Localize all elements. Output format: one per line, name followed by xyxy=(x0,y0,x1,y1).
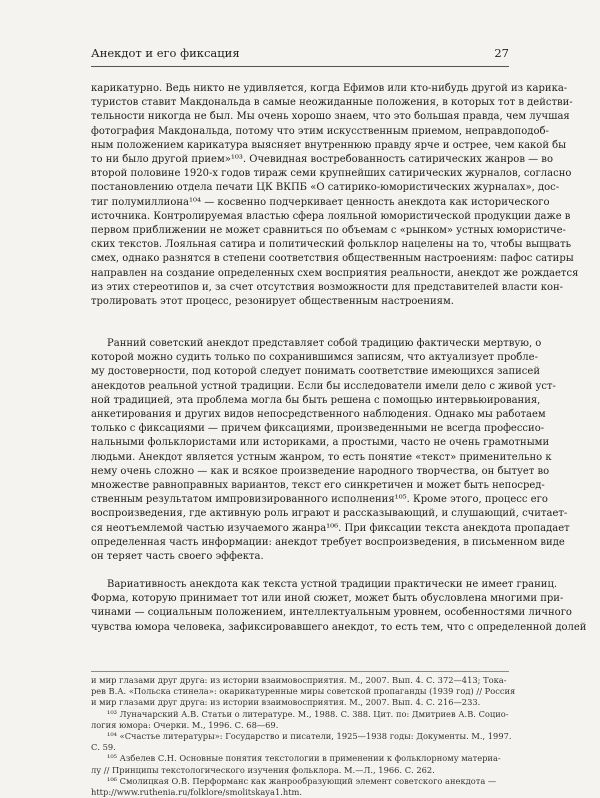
text-line: Вариативность анекдота как текста устной традиции практически не имеет границ. xyxy=(107,579,558,590)
text-line: направлен на создание определенных схем восприятия реальности, анекдот же рождается xyxy=(91,267,579,279)
footnote-line: лу // Принципы текстологического изучения фольклора. М.—Л., 1966. С. 262. xyxy=(91,764,435,775)
text-line: анекдотов реальной устной традиции. Если бы исследователи имели дело с живой уст- xyxy=(91,380,556,392)
paragraph-3 xyxy=(91,578,587,635)
footnote-line: С. 59. xyxy=(91,742,116,753)
text-line: то ни было другой прием»¹⁰³. Очевидная востребованность сатирических жанров — во xyxy=(91,154,553,166)
text-line: людьми. Анекдот является устным жанром, то есть понятие «текст» применительно к xyxy=(91,451,552,463)
text-line: нему очень сложно — как и всякое произведение народного творчества, он бытует во xyxy=(91,465,550,477)
header-rule xyxy=(91,66,509,67)
text-line: ным положением карикатура выясняет внутреннюю правду ярче и острее, чем какой бы xyxy=(91,139,567,151)
text-line: первом приближении не может сравниться по объемам с «рынком» устных юмористиче- xyxy=(91,225,566,237)
footnote-line: логия юмора: Очерки. М., 1996. С. 68—69. xyxy=(91,719,279,730)
text-line: определенная часть информации: анекдот требует воспроизведения, в письменном виде xyxy=(91,536,565,548)
text-line: из этих стереотипов и, за счет отсутствия возможности для представителей власти кон- xyxy=(91,281,564,293)
footnotes xyxy=(91,675,516,798)
text-line: ной традицией, эта проблема могла бы быть решена с помощью интервьюирования, xyxy=(91,394,541,406)
paragraph-1 xyxy=(91,82,579,309)
text-line: тиг полумиллиона¹⁰⁴ — косвенно подчеркивает ценность анекдота как исторического xyxy=(91,196,550,208)
running-title: Анекдот и его фиксация xyxy=(91,46,240,60)
text-line: постановлению отдела печати ЦК ВКПБ «О сатирико-юмористических журналах», дос- xyxy=(91,182,560,194)
text-line: ся неотъемлемой частью изучаемого жанра¹⁰⁶. При фиксации текста анекдота пропадает xyxy=(91,522,570,534)
text-line: чувства юмора человека, зафиксировавшего анекдот, то есть тем, что с определенной долей xyxy=(91,621,587,633)
page-number: 27 xyxy=(494,46,509,60)
text-line: множестве равноправных вариантов, текст его синкретичен и может быть непосред- xyxy=(91,480,545,492)
text-line: туристов ставит Макдональда в самые неожиданные положения, в которых тот в действи- xyxy=(91,97,573,109)
text-line: фотография Макдональда, потому что этим искусственным приемом, неправдоподоб- xyxy=(91,125,549,137)
footnote-line: ¹⁰³ Луначарский А.В. Статьи о литературе. М., 1988. С. 388. Цит. по: Дмитриев А.В. Социо- xyxy=(107,708,509,719)
text-line: му достоверности, под которой следует понимать соответствие имеющихся записей xyxy=(91,366,540,378)
text-line: чинами — социальным положением, интеллектуальным уровнем, особенностями личного xyxy=(91,607,572,619)
text-line: только с фиксациями — причем фиксациями, произведенными не всегда профессио- xyxy=(91,423,545,435)
text-line: анкетирования и других видов непосредственного наблюдения. Однако мы работаем xyxy=(91,409,546,421)
footnote-line: и мир глазами друг друга: из истории взаимовосприятия. М., 2007. Вып. 4. С. 216—233. xyxy=(91,697,481,708)
text-line: которой можно судить только по сохранившимся записям, что актуализует пробле- xyxy=(91,352,538,364)
text-line: тельности никогда не был. Мы очень хорошо знаем, что это большая правда, чем лучшая xyxy=(91,111,570,123)
footnote-rule xyxy=(91,671,509,672)
text-line: Ранний советский анекдот представляет собой традицию фактически мертвую, о xyxy=(107,338,542,349)
text-line: источника. Контролируемая властью сфера лояльной юмористической продукции даже в xyxy=(91,210,571,222)
running-header xyxy=(91,46,509,60)
text-line: второй половине 1920-х годов тираж семи крупнейших сатирических журналов, согласно xyxy=(91,168,572,180)
text-line: нальными фольклористами или историками, а простыми, часто не очень грамотными xyxy=(91,437,550,449)
text-line: тролировать этот процесс, резонирует общественным настроениям. xyxy=(91,296,454,308)
text-line: смех, однако разнятся в степени соответствия общественным настроениям: пафос сатиры xyxy=(91,253,574,265)
text-line: ских текстов. Лояльная сатира и политический фольклор нацелены на то, чтобы выщвать xyxy=(91,239,572,251)
footnote-line: и мир глазами друг друга: из истории взаимовосприятия. М., 2007. Вып. 4. С. 372—413; Тока- xyxy=(91,675,507,685)
footnote-line: рев В.А. «Польска стинела»: окарикатуренные миры советской пропаганды (1939 год) // Россия xyxy=(91,686,516,697)
footnote-line: http://www.ruthenia.ru/folklore/smolitskaya1.htm. xyxy=(91,787,303,798)
text-line: он теряет часть своего эффекта. xyxy=(91,551,264,563)
paragraph-2 xyxy=(91,337,570,564)
text-line: Форма, которую принимает тот или иной сюжет, может быть обусловлена многими при- xyxy=(91,593,564,605)
footnote-line: ¹⁰⁴ «Счастье литературы»: Государство и писатели, 1925—1938 годы: Документы. М., 1997. xyxy=(107,731,512,742)
footnote-line: ¹⁰⁵ Азбелев С.Н. Основные понятия текстологии в применении к фольклорному материа- xyxy=(107,753,501,764)
text-line: карикатурно. Ведь никто не удивляется, когда Ефимов или кто-нибудь другой из карика- xyxy=(91,83,568,94)
footnote-line: ¹⁰⁶ Смолицкая О.В. Перформанс как жанрообразующий элемент советского анекдота — xyxy=(107,775,497,786)
text-line: воспроизведения, где активную роль играют и рассказывающий, и слушающий, считает- xyxy=(91,508,568,520)
text-line: ственным результатом импровизированного исполнения¹⁰⁵. Кроме этого, процесс его xyxy=(91,494,548,506)
